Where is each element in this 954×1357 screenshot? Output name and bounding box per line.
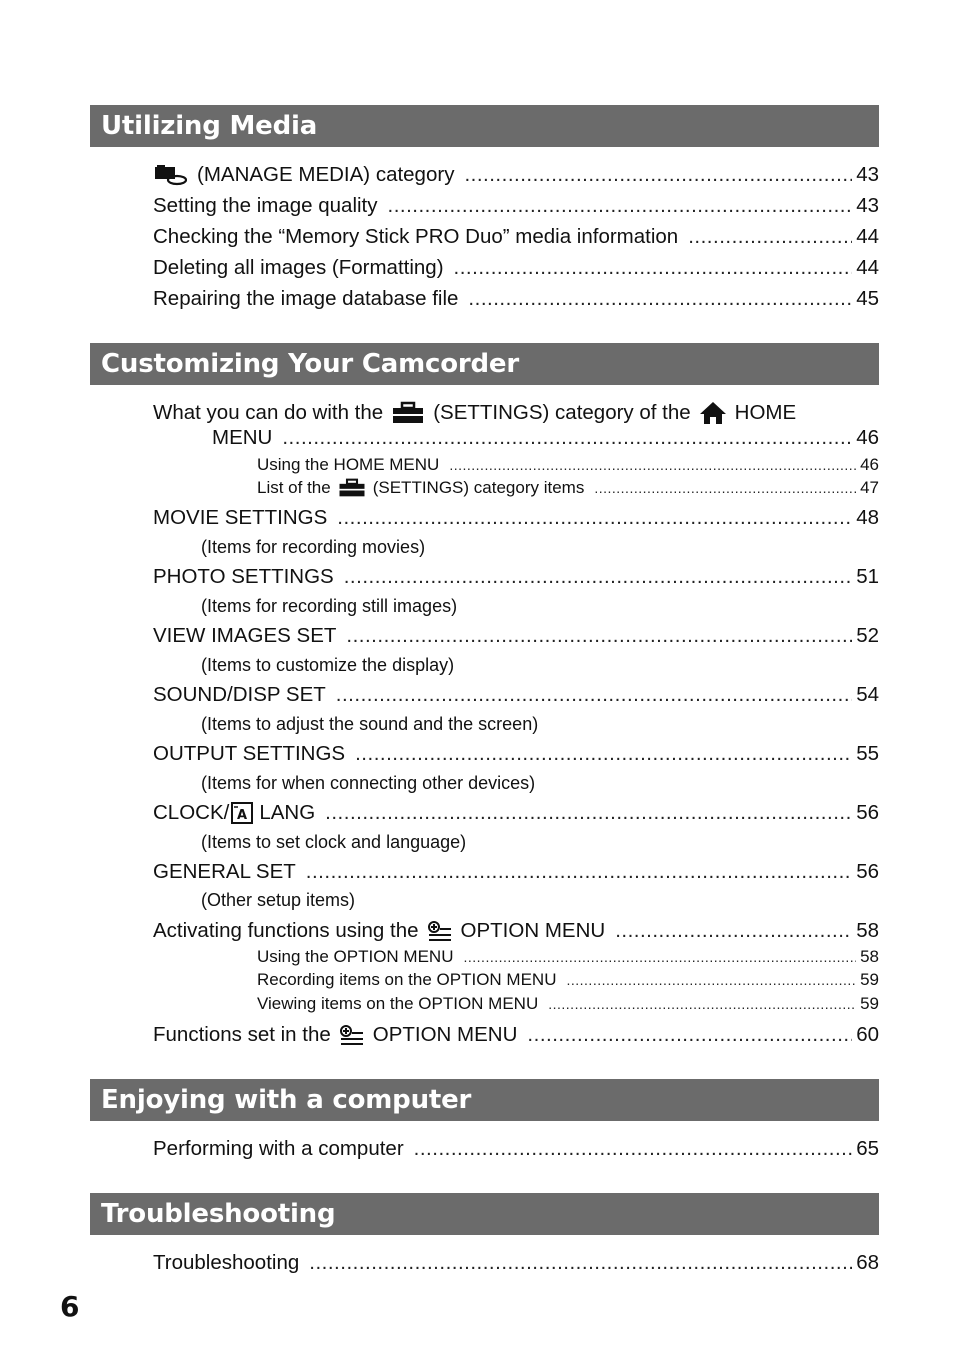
- toc-entry-page: 46: [856, 426, 879, 449]
- home-icon: [699, 401, 727, 425]
- toc-subentry-text: Using the OPTION MENU: [257, 947, 454, 966]
- leader-dots: [355, 742, 852, 766]
- toc-subentry[interactable]: [257, 970, 879, 990]
- toc-entry-note: (Items to set clock and language): [201, 832, 467, 852]
- toc-entry-text: CLOCK/: [153, 801, 230, 824]
- toc-subentry-page: 59: [860, 970, 879, 989]
- toc-entry-text-cont: OPTION MENU: [372, 1023, 518, 1046]
- toc-entry-option-menu[interactable]: [153, 919, 879, 943]
- toc-entry-page: 60: [856, 1023, 879, 1046]
- toc-entry-text-home: HOME: [734, 401, 797, 424]
- section-header-customizing: Customizing Your Camcorder: [90, 343, 879, 385]
- toc-entry-text-cont: (SETTINGS) category of the: [433, 401, 691, 424]
- toc-entry-photo-settings[interactable]: [153, 565, 879, 589]
- toc-entry[interactable]: [153, 1137, 879, 1161]
- toc-entry-sound-disp-set[interactable]: [153, 683, 879, 707]
- toc-subentry[interactable]: [257, 478, 879, 498]
- toc-entry-page: 48: [856, 506, 879, 529]
- leader-dots: [337, 506, 852, 530]
- leader-dots: [464, 947, 857, 967]
- leader-dots: [548, 994, 856, 1014]
- option-menu-icon: [427, 920, 453, 942]
- toc-entry-page: 54: [856, 683, 879, 706]
- toc-entry-text: MOVIE SETTINGS: [153, 506, 328, 529]
- toc-entry-page: 65: [856, 1137, 879, 1160]
- toc-subentry-page: 47: [860, 478, 879, 497]
- toc-entry-text: VIEW IMAGES SET: [153, 624, 337, 647]
- toc-entry[interactable]: [212, 426, 879, 450]
- leader-dots: [527, 1023, 852, 1047]
- toc-entry-clock-lang[interactable]: [153, 801, 879, 825]
- toc-entry[interactable]: [153, 163, 879, 187]
- toc-entry-page: 55: [856, 742, 879, 765]
- toc-entry-text-cont: OPTION MENU: [460, 919, 606, 942]
- leader-dots: [464, 163, 852, 187]
- toc-entry-page: 43: [856, 194, 879, 217]
- language-icon: [231, 802, 253, 824]
- toc-entry-text: Functions set in the: [153, 1023, 331, 1046]
- toc-entry-output-settings[interactable]: [153, 742, 879, 766]
- leader-dots: [566, 970, 856, 990]
- leader-dots: [468, 287, 852, 311]
- toc-entry-movie-settings[interactable]: [153, 506, 879, 530]
- page-number: 6: [60, 1290, 80, 1323]
- leader-dots: [594, 478, 856, 498]
- toc-entry[interactable]: [153, 256, 879, 280]
- leader-dots: [449, 455, 856, 475]
- toc-entry-page: 43: [856, 163, 879, 186]
- leader-dots: [344, 565, 852, 589]
- section-header-troubleshooting: Troubleshooting: [90, 1193, 879, 1235]
- toc-entry[interactable]: [153, 1251, 879, 1275]
- toc-entry-text: Repairing the image database file: [153, 287, 459, 310]
- leader-dots: [306, 860, 852, 884]
- section-header-utilizing-media: Utilizing Media: [90, 105, 879, 147]
- toc-entry-page: 51: [856, 565, 879, 588]
- leader-dots: [414, 1137, 853, 1161]
- settings-toolbox-icon: [391, 401, 425, 425]
- toc-entry[interactable]: [153, 194, 879, 218]
- toc-entry-note: (Items to customize the display): [201, 655, 455, 675]
- toc-entry-page: 44: [856, 256, 879, 279]
- toc-entry-note: (Items for recording still images): [201, 596, 458, 616]
- toc-entry-text: Setting the image quality: [153, 194, 378, 217]
- toc-subentry[interactable]: [257, 455, 879, 475]
- toc-entry-note: (Other setup items): [201, 890, 356, 910]
- toc-subentry-page: 58: [860, 947, 879, 966]
- leader-dots: [615, 919, 852, 943]
- toc-entry-text: Performing with a computer: [153, 1137, 404, 1160]
- toc-entry-text: (MANAGE MEDIA) category: [197, 163, 455, 186]
- leader-dots: [688, 225, 852, 249]
- leader-dots: [346, 624, 852, 648]
- leader-dots: [388, 194, 853, 218]
- toc-entry-general-set[interactable]: [153, 860, 879, 884]
- toc-subentry-text: Using the HOME MENU: [257, 455, 440, 474]
- toc-entry-text: Checking the “Memory Stick PRO Duo” media information: [153, 225, 679, 248]
- toc-subentry[interactable]: [257, 947, 879, 967]
- toc-entry-page: 58: [856, 919, 879, 942]
- toc-entry-text: MENU: [212, 426, 273, 449]
- toc-subentry-text-cont: (SETTINGS) category items: [372, 478, 585, 497]
- toc-subentry[interactable]: [257, 994, 879, 1014]
- toc-entry-text: SOUND/DISP SET: [153, 683, 326, 706]
- leader-dots: [309, 1251, 852, 1275]
- leader-dots: [325, 801, 852, 825]
- toc-entry-page: 52: [856, 624, 879, 647]
- toc-entry-text: Deleting all images (Formatting): [153, 256, 444, 279]
- toc-entry-page: 56: [856, 860, 879, 883]
- toc-entry-text: GENERAL SET: [153, 860, 296, 883]
- settings-toolbox-icon: [337, 478, 367, 498]
- leader-dots: [336, 683, 852, 707]
- toc-entry-functions-set[interactable]: [153, 1023, 879, 1047]
- toc-entry-text: PHOTO SETTINGS: [153, 565, 334, 588]
- toc-entry-page: 44: [856, 225, 879, 248]
- toc-entry-what-you-can-do[interactable]: [153, 401, 796, 425]
- toc-entry-note: (Items for when connecting other devices): [201, 773, 536, 793]
- toc-entry-text-cont: LANG: [259, 801, 316, 824]
- leader-dots: [282, 426, 852, 450]
- manage-media-icon: [153, 164, 187, 186]
- toc-entry-text: Troubleshooting: [153, 1251, 300, 1274]
- option-menu-icon: [339, 1024, 365, 1046]
- toc-entry-page: 45: [856, 287, 879, 310]
- toc-subentry-text: List of the: [257, 478, 331, 497]
- toc-subentry-text: Viewing items on the OPTION MENU: [257, 994, 539, 1013]
- toc-entry-view-images-set[interactable]: [153, 624, 879, 648]
- toc-entry[interactable]: [153, 225, 879, 249]
- toc-subentry-page: 46: [860, 455, 879, 474]
- section-header-enjoying-computer: Enjoying with a computer: [90, 1079, 879, 1121]
- toc-subentry-page: 59: [860, 994, 879, 1013]
- svg-text:A: A: [237, 808, 248, 823]
- leader-dots: [454, 256, 853, 280]
- toc-entry-note: (Items for recording movies): [201, 537, 426, 557]
- toc-entry-note: (Items to adjust the sound and the screen): [201, 714, 539, 734]
- toc-entry-text: OUTPUT SETTINGS: [153, 742, 346, 765]
- toc-subentry-text: Recording items on the OPTION MENU: [257, 970, 557, 989]
- toc-entry-text: Activating functions using the: [153, 919, 419, 942]
- toc-entry[interactable]: [153, 287, 879, 311]
- toc-entry-page: 56: [856, 801, 879, 824]
- toc-entry-page: 68: [856, 1251, 879, 1274]
- toc-entry-text: What you can do with the: [153, 401, 384, 424]
